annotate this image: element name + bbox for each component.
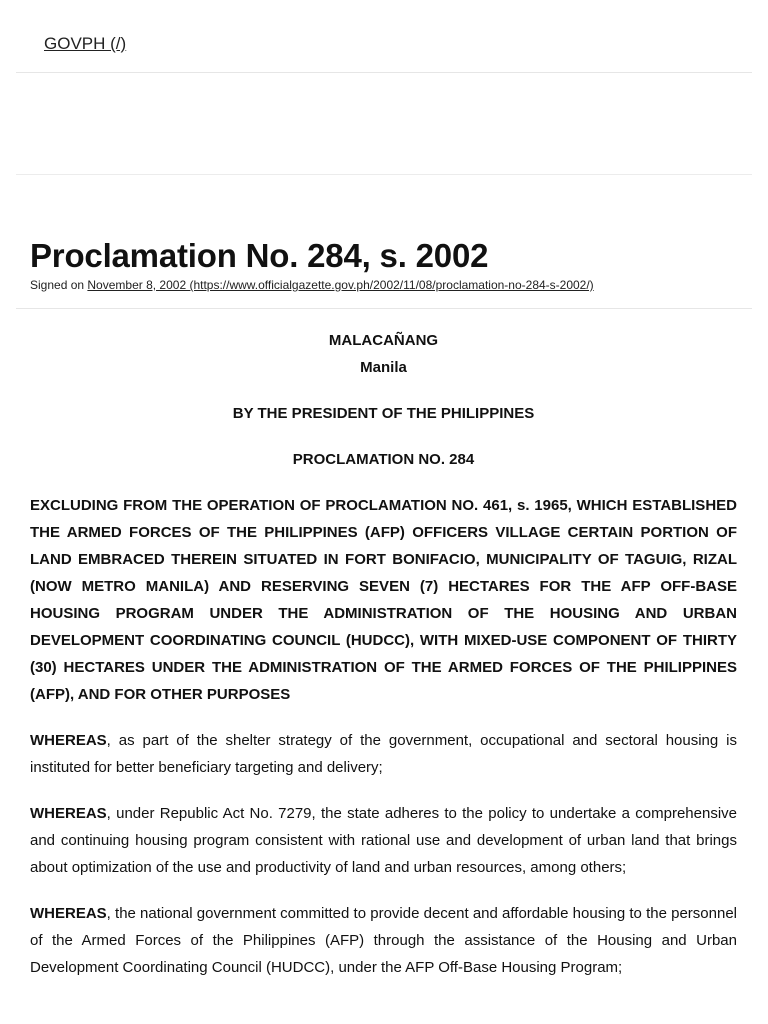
whereas-text: , under Republic Act No. 7279, the state adheres to the policy to undertake a comprehensive and continuing housing program consistent with rational use and development of urban land that brings about optimization of the use and productivity of land and urban resources, among others; [30,805,737,876]
govph-link[interactable]: GOVPH (/) [44,34,127,53]
proclamation-number: PROCLAMATION NO. 284 [292,451,475,468]
document-body [0,327,768,981]
whereas-text: , the national government committed to provide decent and affordable housing to the personnel of the Armed Forces of the Philippines (AFP) through the assistance of the Housing and Urban Development Coordinating Council (HUDCC), under the AFP Off-Base Housing Program; [30,905,737,976]
signed-prefix: Signed on [30,278,88,292]
whereas-lead: WHEREAS [30,805,107,822]
signed-date-line [30,277,738,293]
signed-date-link[interactable]: November 8, 2002 (https://www.officialgazette.gov.ph/2002/11/08/proclamation-no-284-s-2002/) [87,278,594,292]
document-header [16,175,752,309]
whereas-paragraph [30,900,737,981]
whereas-text: , as part of the shelter strategy of the government, occupational and sectoral housing is instituted for better beneficiary targeting and delivery; [30,732,737,776]
by-president-line: BY THE PRESIDENT OF THE PHILIPPINES [232,405,535,422]
office-name: MALACAÑANG [328,332,439,349]
proclamation-heading: EXCLUDING FROM THE OPERATION OF PROCLAMATION NO. 461, s. 1965, WHICH ESTABLISHED THE ARMED FORCES OF THE PHILIPPINES (AFP) OFFICERS VILLAGE CERTAIN PORTION OF LAND EMBRACED THEREIN SITUATED IN FORT BONIFACIO, MUNICIPALITY OF TAGUIG, RIZAL (NOW METRO MANILA) AND RESERVING SEVEN (7) HECTARES FOR THE AFP OFF-BASE HOUSING PROGRAM UNDER THE ADMINISTRATION OF THE HOUSING AND URBAN DEVELOPMENT COORDINATING COUNCIL (HUDCC), WITH MIXED-USE COMPONENT OF THIRTY (30) HECTARES UNDER THE ADMINISTRATION OF THE ARMED FORCES OF THE PHILIPPINES (AFP), AND FOR OTHER PURPOSES [30,497,737,703]
top-navigation-bar [16,0,752,73]
whereas-lead: WHEREAS [30,905,107,922]
whereas-paragraph [30,800,737,881]
city-name: Manila [360,359,407,376]
page-title: Proclamation No. 284, s. 2002 [30,237,489,274]
whereas-lead: WHEREAS [30,732,107,749]
banner-area [16,73,752,175]
whereas-paragraph [30,727,737,781]
